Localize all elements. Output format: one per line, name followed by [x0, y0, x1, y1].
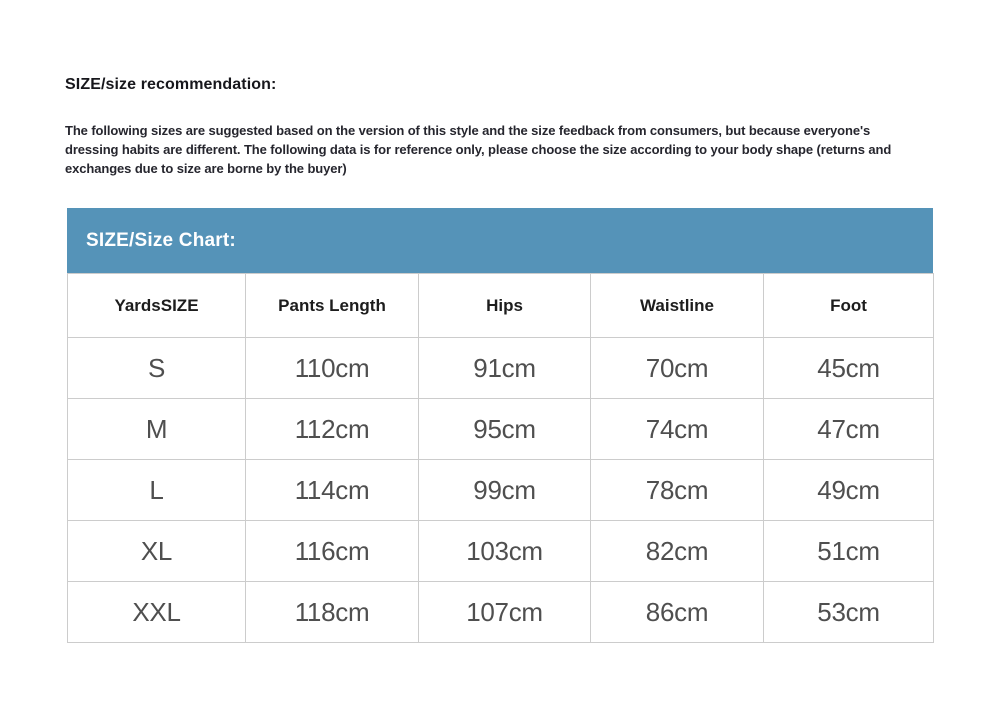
cell-waistline: 86cm: [591, 582, 764, 643]
cell-foot: 51cm: [764, 521, 934, 582]
cell-foot: 45cm: [764, 338, 934, 399]
cell-size: XXL: [68, 582, 246, 643]
cell-pants-length: 110cm: [246, 338, 419, 399]
table-row-xl: [68, 521, 934, 582]
column-header-hips: Hips: [419, 274, 591, 338]
cell-waistline: 70cm: [591, 338, 764, 399]
cell-hips: 99cm: [419, 460, 591, 521]
cell-size: S: [68, 338, 246, 399]
column-header-waistline: Waistline: [591, 274, 764, 338]
size-recommendation-heading: SIZE/size recommendation:: [65, 76, 277, 93]
column-header-pants-length: Pants Length: [246, 274, 419, 338]
cell-pants-length: 118cm: [246, 582, 419, 643]
cell-foot: 53cm: [764, 582, 934, 643]
table-row-xxl: [68, 582, 934, 643]
cell-size: L: [68, 460, 246, 521]
cell-waistline: 78cm: [591, 460, 764, 521]
cell-pants-length: 116cm: [246, 521, 419, 582]
cell-pants-length: 112cm: [246, 399, 419, 460]
table-header-row: [68, 274, 934, 338]
column-header-foot: Foot: [764, 274, 934, 338]
cell-foot: 47cm: [764, 399, 934, 460]
size-chart-table: [67, 273, 934, 643]
size-chart-header-bar: [67, 208, 933, 273]
cell-foot: 49cm: [764, 460, 934, 521]
table-row-l: [68, 460, 934, 521]
table-row-m: [68, 399, 934, 460]
cell-waistline: 82cm: [591, 521, 764, 582]
size-recommendation-text: The following sizes are suggested based on the version of this style and the size feedback from consumers, but because everyone's dressing habits are different. The following data is for reference only, please choose the size according to your body shape (returns and exchanges due to size are borne by the buyer): [65, 123, 892, 176]
cell-hips: 107cm: [419, 582, 591, 643]
cell-hips: 103cm: [419, 521, 591, 582]
cell-size: XL: [68, 521, 246, 582]
cell-size: M: [68, 399, 246, 460]
cell-hips: 95cm: [419, 399, 591, 460]
cell-hips: 91cm: [419, 338, 591, 399]
cell-waistline: 74cm: [591, 399, 764, 460]
size-chart-title: SIZE/Size Chart:: [86, 229, 236, 251]
column-header-yards-size: YardsSIZE: [68, 274, 246, 338]
table-row-s: [68, 338, 934, 399]
cell-pants-length: 114cm: [246, 460, 419, 521]
